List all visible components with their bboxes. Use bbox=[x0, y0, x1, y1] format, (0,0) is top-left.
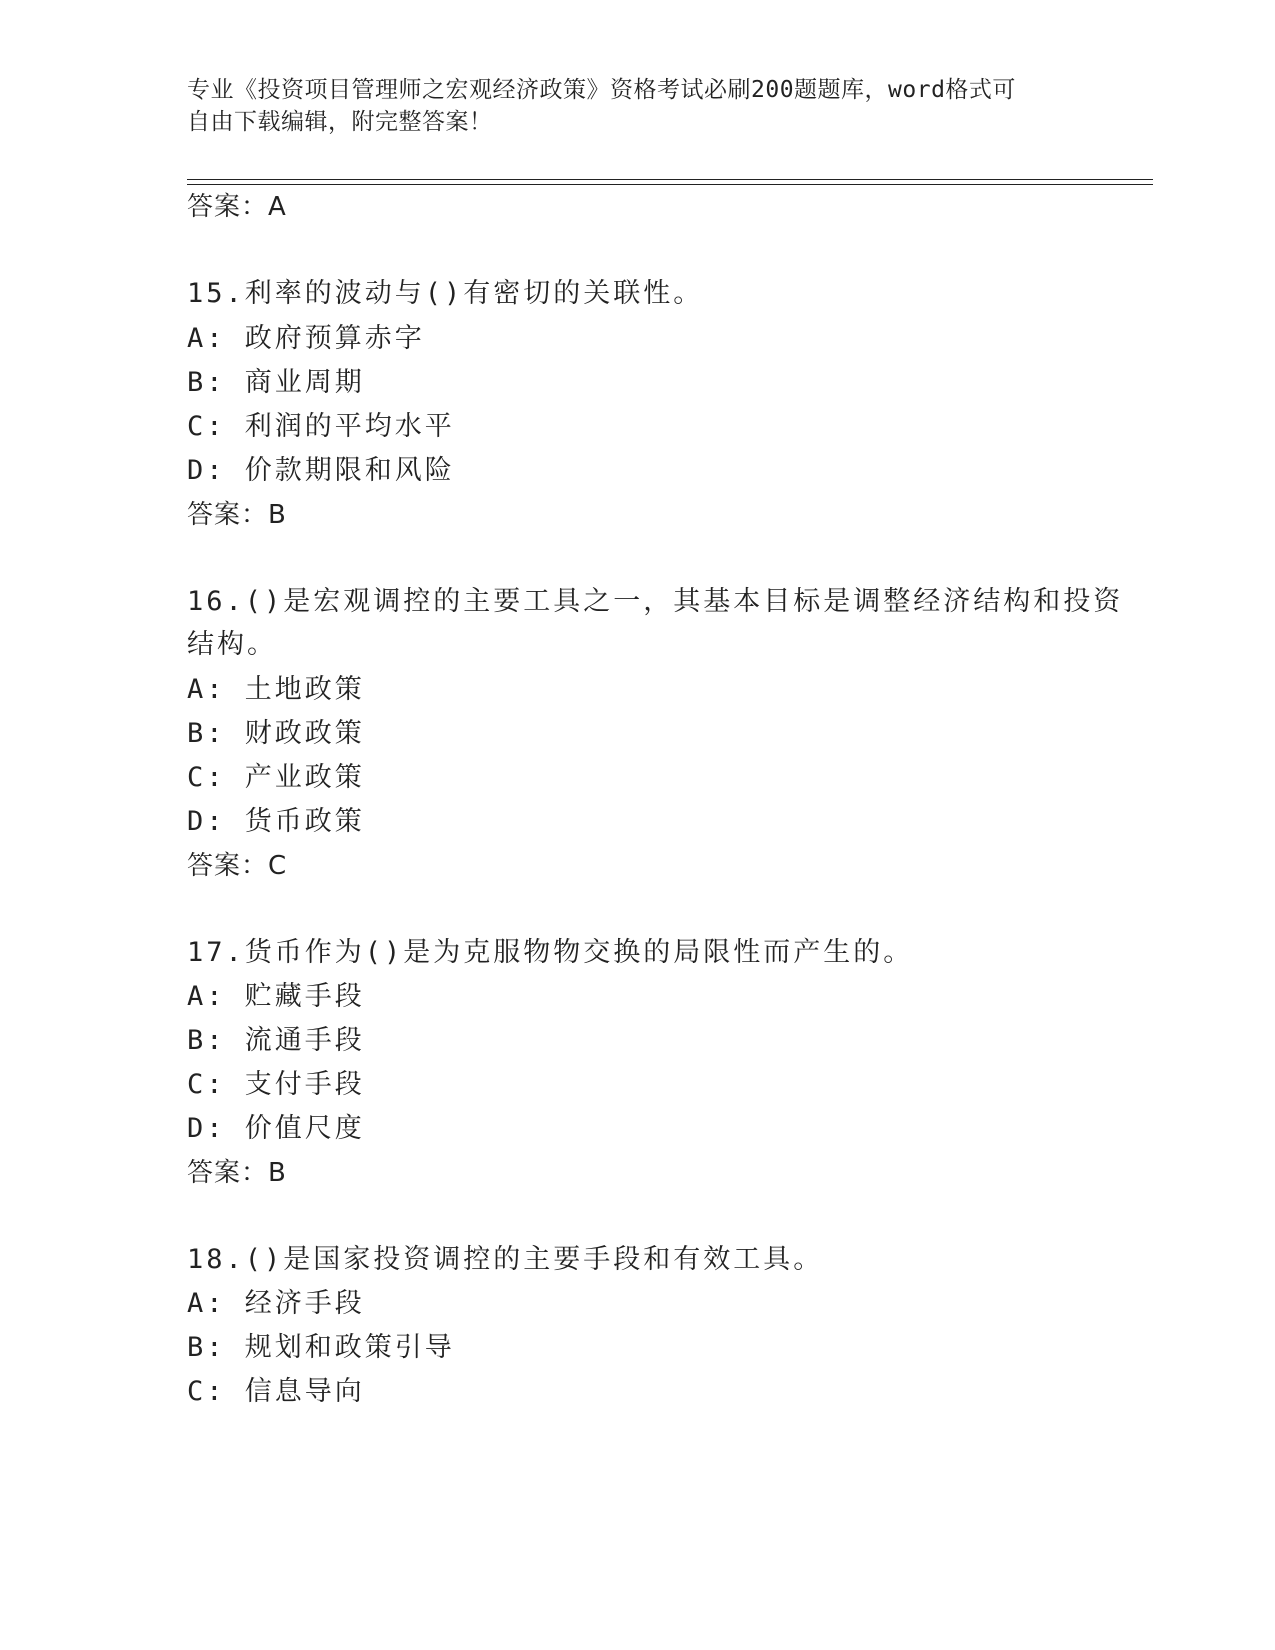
option-a-18: A: 经济手段 bbox=[187, 1288, 365, 1319]
question-stem-17: 17.货币作为()是为克服物物交换的局限性而产生的。 bbox=[187, 937, 914, 968]
option-c-16: C: 产业政策 bbox=[187, 762, 365, 793]
option-a-15: A: 政府预算赤字 bbox=[187, 323, 425, 354]
document-header bbox=[187, 74, 1067, 138]
option-a-17: A: 贮藏手段 bbox=[187, 981, 365, 1012]
question-stem-18: 18.()是国家投资调控的主要手段和有效工具。 bbox=[187, 1244, 824, 1275]
option-d-17: D: 价值尺度 bbox=[187, 1113, 365, 1144]
answer-17: 答案：B bbox=[187, 1158, 287, 1188]
question-stem-16-line2: 结构。 bbox=[187, 629, 277, 660]
header-line-1: 专业《投资项目管理师之宏观经济政策》资格考试必刷200题题库，word格式可 bbox=[187, 77, 1016, 103]
option-b-18: B: 规划和政策引导 bbox=[187, 1332, 455, 1363]
header-line-2: 自由下载编辑，附完整答案！ bbox=[187, 109, 493, 135]
question-stem-15: 15.利率的波动与()有密切的关联性。 bbox=[187, 278, 704, 309]
answer-15: 答案：B bbox=[187, 500, 287, 530]
option-c-17: C: 支付手段 bbox=[187, 1069, 365, 1100]
option-c-15: C: 利润的平均水平 bbox=[187, 411, 455, 442]
header-divider-bottom bbox=[187, 184, 1153, 185]
header-divider-top bbox=[187, 179, 1153, 180]
answer-line: 答案：A bbox=[187, 192, 287, 222]
option-a-16: A: 土地政策 bbox=[187, 674, 365, 705]
option-c-18: C: 信息导向 bbox=[187, 1376, 365, 1407]
option-d-16: D: 货币政策 bbox=[187, 806, 365, 837]
question-stem-16-line1: 16.()是宏观调控的主要工具之一，其基本目标是调整经济结构和投资 bbox=[187, 586, 1124, 617]
answer-16: 答案：C bbox=[187, 851, 288, 881]
option-d-15: D: 价款期限和风险 bbox=[187, 455, 455, 486]
option-b-16: B: 财政政策 bbox=[187, 718, 365, 749]
option-b-15: B: 商业周期 bbox=[187, 367, 365, 398]
option-b-17: B: 流通手段 bbox=[187, 1025, 365, 1056]
